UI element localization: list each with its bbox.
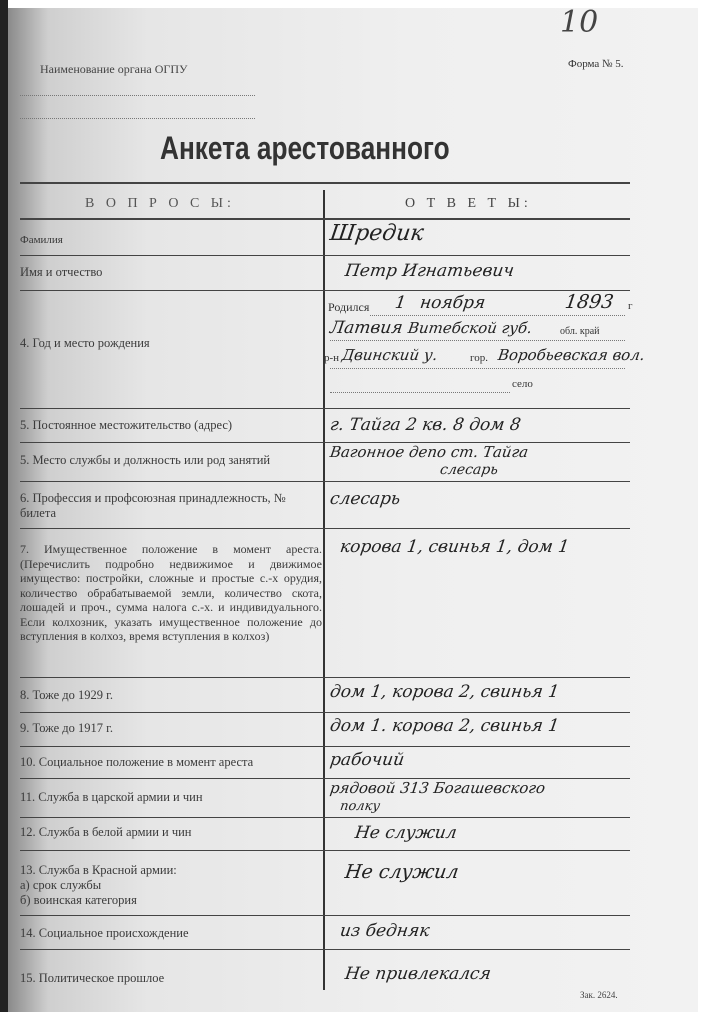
column-divider	[323, 190, 325, 990]
question-property: 7. Имущественное положение в момент ареста. (Перечислить подробно недвижимое и движимое имущество: постройки, сложные и простые с.-х орудия, количество обрабатываемой земли, количество скота, лошадей и проч., сумма налога с.-х. и индивидуального. Если колхозник, указать имущественное положение до вступления в колхоз, время вступления в колхоз)	[20, 542, 322, 643]
form-number: Форма № 5.	[568, 58, 624, 70]
question-surname: Фамилия	[20, 234, 63, 246]
answer-tsarist-army-unit: полку	[339, 799, 381, 814]
answer-property-1929: дом 1, корова 2, свинья 1	[328, 682, 561, 702]
row-line	[20, 949, 630, 950]
region-line	[330, 340, 625, 341]
born-label: Родился	[328, 300, 370, 314]
birth-day: 1	[393, 293, 408, 313]
birth-year: 1893	[563, 291, 615, 313]
row-line	[20, 255, 630, 256]
birth-region: Латвия	[328, 318, 405, 338]
row-line	[20, 408, 630, 409]
question-white-army: 12. Служба в белой армии и чин	[20, 825, 192, 839]
question-red-army: 13. Служба в Красной армии: а) срок службы б) воинская категория	[20, 863, 177, 907]
page-title: Анкета арестованного	[160, 130, 450, 166]
district-line	[330, 368, 625, 369]
row-line	[20, 442, 630, 443]
answer-social-status: рабочий	[328, 750, 406, 770]
birth-city: Воробьевская вол.	[496, 346, 647, 364]
district-label: р-н	[324, 352, 340, 364]
row-line	[20, 290, 630, 291]
question-social-origin: 14. Социальное происхождение	[20, 926, 189, 940]
table-top-line	[20, 182, 630, 184]
born-line	[370, 315, 625, 316]
row-line	[20, 712, 630, 713]
answer-political-past: Не привлекался	[343, 964, 493, 984]
answer-profession: слесарь	[328, 489, 402, 509]
row-line	[20, 850, 630, 851]
answer-address: г. Тайга 2 кв. 8 дом 8	[328, 415, 523, 435]
answers-header: О Т В Е Т Ы:	[405, 196, 532, 211]
answer-workplace: Вагонное депо ст. Тайга	[328, 443, 530, 461]
question-political-past: 15. Политическое прошлое	[20, 971, 165, 985]
region-label: обл. край	[560, 326, 600, 337]
question-property-1929: 8. Тоже до 1929 г.	[20, 688, 113, 702]
row-line	[20, 528, 630, 529]
scan-edge	[0, 0, 8, 1012]
page-number: 10	[560, 5, 599, 40]
answer-red-army: Не служил	[343, 861, 461, 883]
city-label: гор.	[470, 352, 488, 364]
question-workplace: 5. Место службы и должность или род занятий	[20, 453, 271, 467]
answer-name: Петр Игнатьевич	[343, 261, 516, 281]
answer-surname: Шредик	[328, 221, 426, 246]
row-line	[20, 746, 630, 747]
birth-month: ноября	[418, 293, 487, 313]
header-line	[20, 218, 630, 220]
organ-label: Наименование органа ОГПУ	[40, 62, 188, 76]
organ-line-1	[20, 95, 255, 96]
village-label: село	[512, 378, 533, 390]
question-name: Имя и отчество	[20, 265, 103, 279]
answer-social-origin: из бедняк	[338, 921, 431, 941]
birth-region2: Витебской губ.	[406, 319, 534, 337]
answer-tsarist-army: рядовой 313 Богашевского	[328, 779, 547, 797]
row-line	[20, 677, 630, 678]
village-line	[330, 392, 510, 393]
question-tsarist-army: 11. Служба в царской армии и чин	[20, 790, 203, 804]
birth-district: Двинский у.	[340, 346, 439, 364]
question-property-1917: 9. Тоже до 1917 г.	[20, 721, 113, 735]
year-suffix: г	[628, 300, 633, 312]
organ-line-2	[20, 118, 255, 119]
answer-property: корова 1, свинья 1, дом 1	[338, 537, 571, 557]
answer-white-army: Не служил	[353, 823, 459, 843]
order-number: Зак. 2624.	[580, 990, 618, 1000]
row-line	[20, 915, 630, 916]
answer-position: слесарь	[438, 462, 500, 478]
answer-property-1917: дом 1. корова 2, свинья 1	[328, 716, 561, 736]
row-line	[20, 817, 630, 818]
question-profession: 6. Профессия и профсоюзная принадлежность, № билета	[20, 491, 286, 520]
questions-header: В О П Р О С Ы:	[85, 196, 235, 211]
row-line	[20, 481, 630, 482]
question-birth: 4. Год и место рождения	[20, 336, 150, 350]
question-social-status: 10. Социальное положение в момент ареста	[20, 755, 254, 769]
question-address: 5. Постоянное местожительство (адрес)	[20, 418, 233, 432]
